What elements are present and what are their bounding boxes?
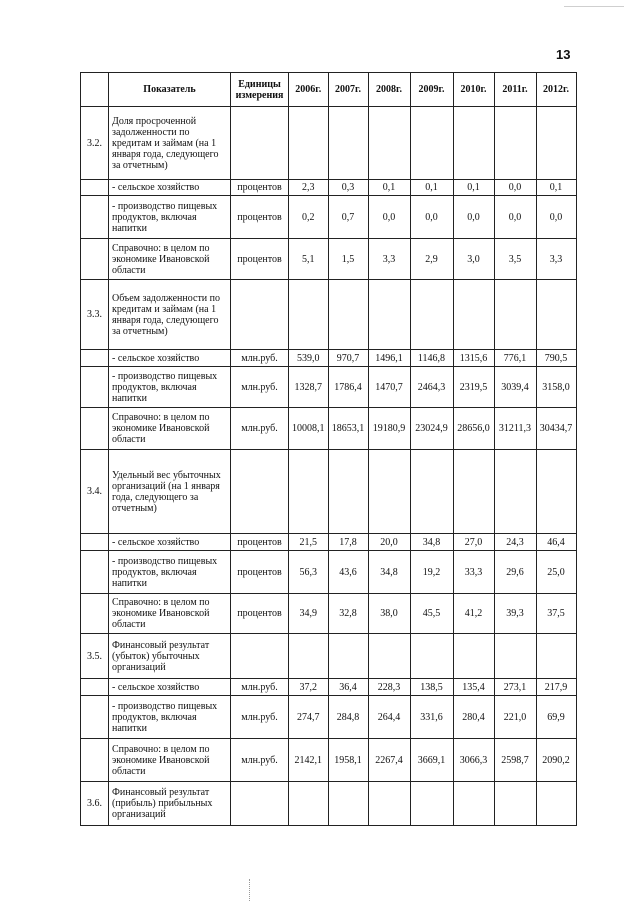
- table-row: [81, 196, 577, 239]
- row-value: 18653,1: [328, 408, 368, 450]
- row-value: 2464,3: [410, 367, 453, 408]
- row-value: [328, 450, 368, 534]
- row-value: 776,1: [494, 350, 536, 367]
- row-value: 29,6: [494, 551, 536, 594]
- row-value: 1146,8: [410, 350, 453, 367]
- row-unit: млн.руб.: [231, 350, 289, 367]
- table-header-row: [81, 73, 577, 107]
- row-value: 3066,3: [453, 739, 494, 782]
- row-value: 1786,4: [328, 367, 368, 408]
- data-table: [80, 72, 577, 826]
- row-value: 56,3: [289, 551, 329, 594]
- row-value: [289, 450, 329, 534]
- row-number: 3.6.: [81, 782, 109, 826]
- row-value: 0,0: [368, 196, 410, 239]
- row-value: [453, 280, 494, 350]
- row-number: 3.3.: [81, 280, 109, 350]
- row-number: [81, 696, 109, 739]
- header-year: 2011г.: [494, 73, 536, 107]
- table-row: [81, 408, 577, 450]
- row-value: 3,3: [368, 239, 410, 280]
- row-value: 2,3: [289, 180, 329, 196]
- row-value: 10008,1: [289, 408, 329, 450]
- row-value: 37,5: [536, 594, 576, 634]
- row-number: [81, 350, 109, 367]
- row-value: 0,0: [453, 196, 494, 239]
- row-number: [81, 534, 109, 551]
- row-value: [453, 782, 494, 826]
- row-value: 33,3: [453, 551, 494, 594]
- row-indicator: - сельское хозяйство: [109, 534, 231, 551]
- row-value: 0,1: [410, 180, 453, 196]
- row-value: 0,0: [536, 196, 576, 239]
- header-unit: Единицы измерения: [231, 73, 289, 107]
- row-unit: [231, 782, 289, 826]
- row-value: 284,8: [328, 696, 368, 739]
- row-number: 3.5.: [81, 634, 109, 679]
- row-value: 0,0: [494, 180, 536, 196]
- row-value: [536, 782, 576, 826]
- row-value: 3039,4: [494, 367, 536, 408]
- row-indicator: Справочно: в целом по экономике Ивановской области: [109, 594, 231, 634]
- row-indicator: - производство пищевых продуктов, включая напитки: [109, 196, 231, 239]
- row-value: [328, 280, 368, 350]
- row-value: 228,3: [368, 679, 410, 696]
- row-value: 17,8: [328, 534, 368, 551]
- table-row: [81, 679, 577, 696]
- row-value: 36,4: [328, 679, 368, 696]
- row-value: 2267,4: [368, 739, 410, 782]
- row-value: 1315,6: [453, 350, 494, 367]
- row-value: 138,5: [410, 679, 453, 696]
- row-value: [536, 450, 576, 534]
- row-value: 38,0: [368, 594, 410, 634]
- row-value: [494, 107, 536, 180]
- row-number: 3.2.: [81, 107, 109, 180]
- header-year: 2010г.: [453, 73, 494, 107]
- section-row: [81, 280, 577, 350]
- row-indicator: Справочно: в целом по экономике Ивановской области: [109, 739, 231, 782]
- row-value: 32,8: [328, 594, 368, 634]
- row-value: [289, 107, 329, 180]
- row-indicator: Объем задолженности по кредитам и займам (на 1 января года, следующего за отчетным): [109, 280, 231, 350]
- row-value: 217,9: [536, 679, 576, 696]
- header-num: [81, 73, 109, 107]
- row-unit: процентов: [231, 196, 289, 239]
- row-value: 1958,1: [328, 739, 368, 782]
- row-value: [289, 634, 329, 679]
- table-row: [81, 239, 577, 280]
- row-indicator: Справочно: в целом по экономике Ивановской области: [109, 408, 231, 450]
- section-row: [81, 450, 577, 534]
- row-value: 23024,9: [410, 408, 453, 450]
- row-value: 0,1: [453, 180, 494, 196]
- row-value: [536, 634, 576, 679]
- row-value: 539,0: [289, 350, 329, 367]
- row-value: 28656,0: [453, 408, 494, 450]
- row-value: 2319,5: [453, 367, 494, 408]
- section-row: [81, 634, 577, 679]
- row-value: 280,4: [453, 696, 494, 739]
- row-value: [410, 107, 453, 180]
- row-unit: млн.руб.: [231, 408, 289, 450]
- row-number: 3.4.: [81, 450, 109, 534]
- row-unit: млн.руб.: [231, 696, 289, 739]
- row-value: 0,3: [328, 180, 368, 196]
- row-value: [410, 782, 453, 826]
- row-indicator: - сельское хозяйство: [109, 350, 231, 367]
- table-row: [81, 594, 577, 634]
- row-value: [536, 280, 576, 350]
- table-row: [81, 367, 577, 408]
- row-value: 221,0: [494, 696, 536, 739]
- row-value: 5,1: [289, 239, 329, 280]
- row-indicator: Финансовый результат (убыток) убыточных организаций: [109, 634, 231, 679]
- row-number: [81, 679, 109, 696]
- row-value: 0,2: [289, 196, 329, 239]
- row-value: 0,1: [368, 180, 410, 196]
- row-value: [453, 634, 494, 679]
- row-value: 2598,7: [494, 739, 536, 782]
- row-value: [368, 782, 410, 826]
- row-value: 69,9: [536, 696, 576, 739]
- row-value: 3,5: [494, 239, 536, 280]
- row-value: [328, 634, 368, 679]
- row-number: [81, 196, 109, 239]
- row-value: 3158,0: [536, 367, 576, 408]
- row-value: 1496,1: [368, 350, 410, 367]
- row-unit: процентов: [231, 180, 289, 196]
- row-value: 46,4: [536, 534, 576, 551]
- row-value: [368, 107, 410, 180]
- row-unit: [231, 107, 289, 180]
- row-number: [81, 408, 109, 450]
- fold-mark: [249, 879, 250, 901]
- scan-mark: [564, 6, 624, 7]
- header-year: 2007г.: [328, 73, 368, 107]
- row-value: 0,0: [494, 196, 536, 239]
- row-indicator: - сельское хозяйство: [109, 180, 231, 196]
- table-row: [81, 534, 577, 551]
- row-unit: [231, 280, 289, 350]
- row-value: 43,6: [328, 551, 368, 594]
- header-year: 2012г.: [536, 73, 576, 107]
- row-value: 45,5: [410, 594, 453, 634]
- row-value: 1470,7: [368, 367, 410, 408]
- table-row: [81, 350, 577, 367]
- table-row: [81, 551, 577, 594]
- row-value: 790,5: [536, 350, 576, 367]
- row-number: [81, 239, 109, 280]
- row-number: [81, 594, 109, 634]
- row-value: 273,1: [494, 679, 536, 696]
- row-indicator: Удельный вес убыточных организаций (на 1 января года, следующего за отчетным): [109, 450, 231, 534]
- row-value: [410, 280, 453, 350]
- row-unit: млн.руб.: [231, 739, 289, 782]
- row-value: 19180,9: [368, 408, 410, 450]
- row-value: [453, 107, 494, 180]
- row-number: [81, 180, 109, 196]
- row-value: 30434,7: [536, 408, 576, 450]
- row-value: [368, 634, 410, 679]
- row-unit: [231, 450, 289, 534]
- row-value: 970,7: [328, 350, 368, 367]
- row-value: 274,7: [289, 696, 329, 739]
- row-value: 31211,3: [494, 408, 536, 450]
- row-indicator: Справочно: в целом по экономике Ивановской области: [109, 239, 231, 280]
- row-value: [494, 450, 536, 534]
- row-unit: процентов: [231, 239, 289, 280]
- row-value: [289, 280, 329, 350]
- row-value: 3669,1: [410, 739, 453, 782]
- row-unit: [231, 634, 289, 679]
- row-value: 2142,1: [289, 739, 329, 782]
- row-value: [328, 782, 368, 826]
- row-value: [410, 634, 453, 679]
- row-number: [81, 551, 109, 594]
- header-year: 2006г.: [289, 73, 329, 107]
- row-indicator: Доля просроченной задолженности по кредитам и займам (на 1 января года, следующего за отчетным): [109, 107, 231, 180]
- row-value: 264,4: [368, 696, 410, 739]
- row-value: 1328,7: [289, 367, 329, 408]
- row-value: 27,0: [453, 534, 494, 551]
- table-row: [81, 180, 577, 196]
- row-value: [453, 450, 494, 534]
- row-unit: процентов: [231, 534, 289, 551]
- row-unit: млн.руб.: [231, 679, 289, 696]
- table-row: [81, 696, 577, 739]
- row-value: 0,7: [328, 196, 368, 239]
- row-unit: процентов: [231, 594, 289, 634]
- row-number: [81, 739, 109, 782]
- header-year: 2008г.: [368, 73, 410, 107]
- row-value: 25,0: [536, 551, 576, 594]
- row-value: [410, 450, 453, 534]
- table-row: [81, 739, 577, 782]
- row-value: 3,3: [536, 239, 576, 280]
- row-value: 0,0: [410, 196, 453, 239]
- row-value: [494, 634, 536, 679]
- row-value: [368, 280, 410, 350]
- row-value: [289, 782, 329, 826]
- row-value: 3,0: [453, 239, 494, 280]
- row-value: 34,8: [410, 534, 453, 551]
- row-unit: млн.руб.: [231, 367, 289, 408]
- row-value: 34,8: [368, 551, 410, 594]
- row-value: 34,9: [289, 594, 329, 634]
- row-value: 0,1: [536, 180, 576, 196]
- row-value: 39,3: [494, 594, 536, 634]
- section-row: [81, 782, 577, 826]
- row-unit: процентов: [231, 551, 289, 594]
- row-value: 21,5: [289, 534, 329, 551]
- row-indicator: Финансовый результат (прибыль) прибыльных организаций: [109, 782, 231, 826]
- row-value: 331,6: [410, 696, 453, 739]
- row-value: 2090,2: [536, 739, 576, 782]
- row-number: [81, 367, 109, 408]
- header-year: 2009г.: [410, 73, 453, 107]
- row-indicator: - производство пищевых продуктов, включая напитки: [109, 367, 231, 408]
- row-value: 1,5: [328, 239, 368, 280]
- row-value: [494, 782, 536, 826]
- page-number: 13: [556, 47, 571, 62]
- section-row: [81, 107, 577, 180]
- row-indicator: - производство пищевых продуктов, включая напитки: [109, 696, 231, 739]
- row-value: 37,2: [289, 679, 329, 696]
- row-value: 20,0: [368, 534, 410, 551]
- row-value: 135,4: [453, 679, 494, 696]
- row-value: [328, 107, 368, 180]
- row-value: 41,2: [453, 594, 494, 634]
- row-indicator: - производство пищевых продуктов, включая напитки: [109, 551, 231, 594]
- row-value: 24,3: [494, 534, 536, 551]
- row-value: [368, 450, 410, 534]
- header-indicator: Показатель: [109, 73, 231, 107]
- row-value: [536, 107, 576, 180]
- row-value: 2,9: [410, 239, 453, 280]
- row-indicator: - сельское хозяйство: [109, 679, 231, 696]
- row-value: [494, 280, 536, 350]
- row-value: 19,2: [410, 551, 453, 594]
